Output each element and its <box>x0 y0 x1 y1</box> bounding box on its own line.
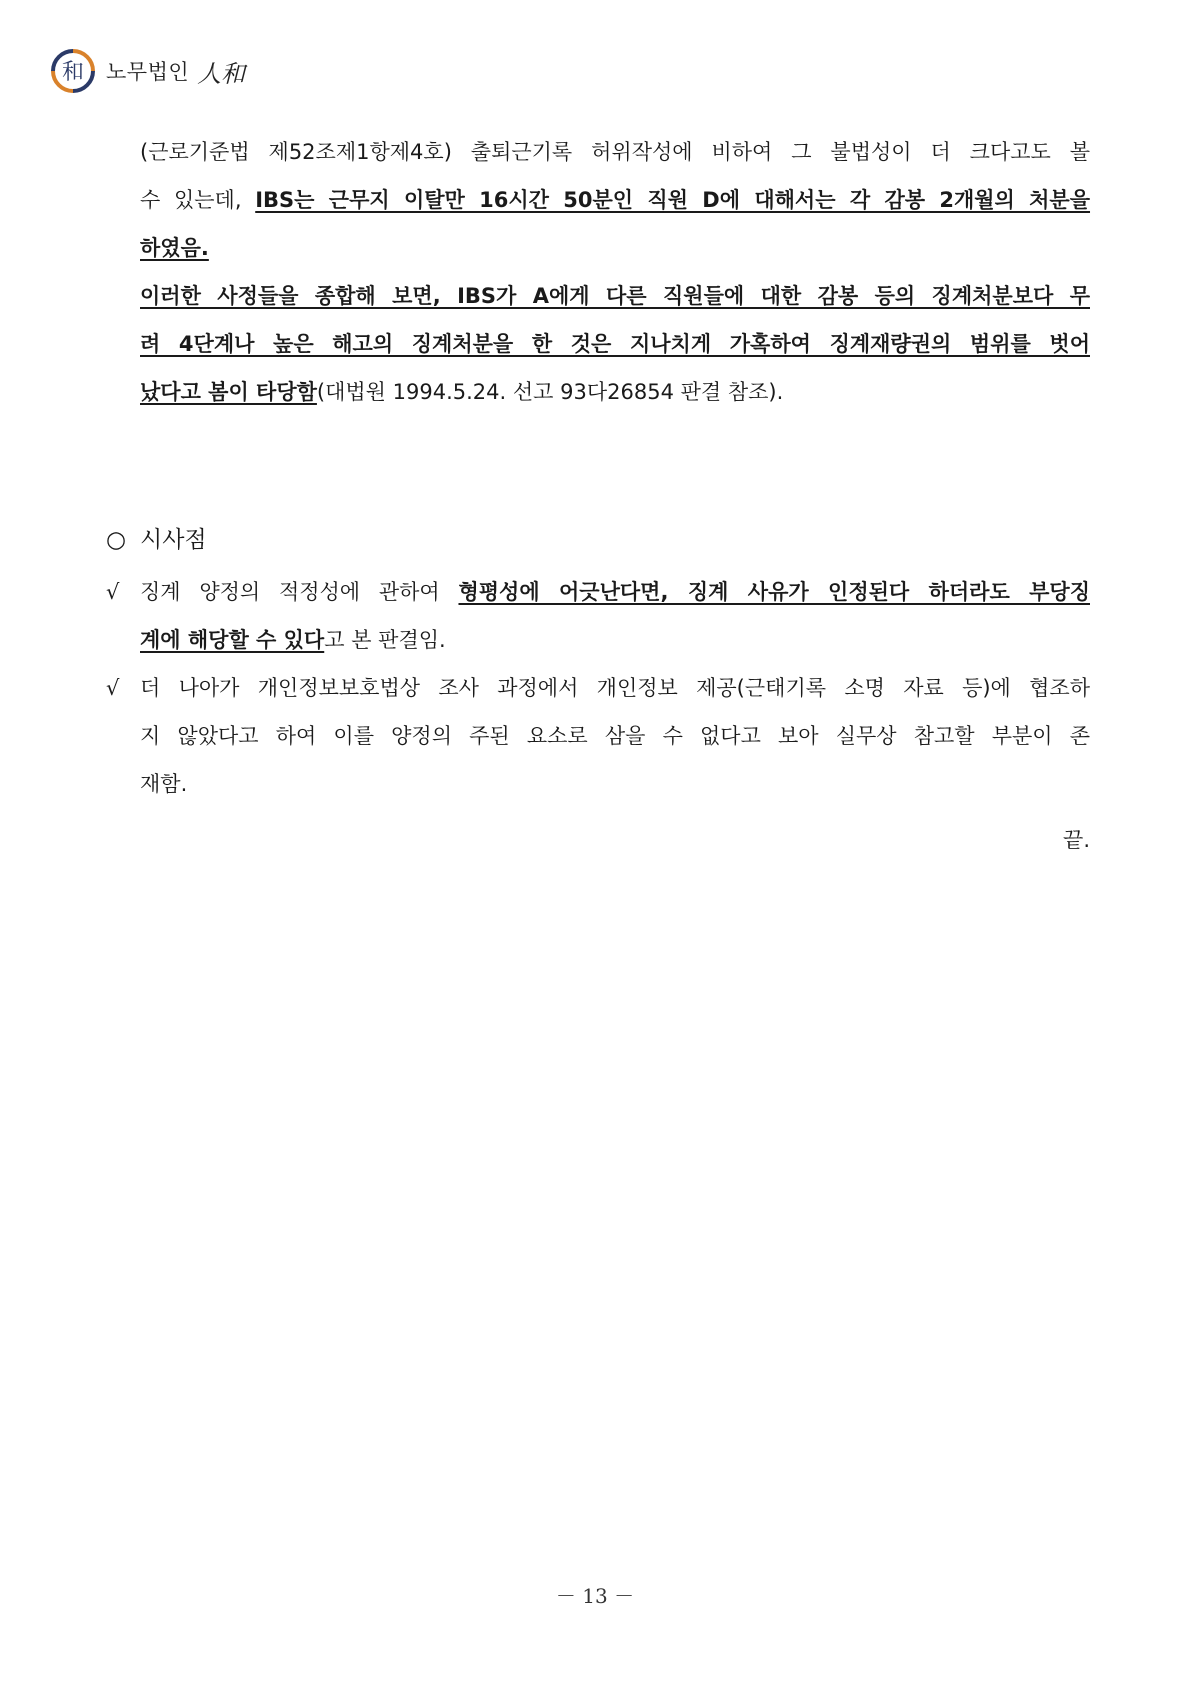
emphasis-text: IBS는 근무지 이탈만 16시간 50분인 직원 D에 대해서는 각 감봉 2개월의 처분을 <box>255 188 1091 212</box>
emphasis-text: 형평성에 어긋난다면, 징계 사유가 인정된다 하더라도 부당징 <box>458 580 1090 604</box>
text-segment: 지 않았다고 하여 이를 양정의 주된 요소로 삼을 수 없다고 보아 실무상 참고할 부분이 존 <box>140 724 1090 748</box>
section-title: 시사점 <box>140 527 207 553</box>
paragraph-line <box>140 664 1090 712</box>
check-bullet-icon: √ <box>106 676 120 700</box>
text-segment: (근로기준법 제52조제1항제4호) 출퇴근기록 허위작성에 비하여 그 불법성이 더 크다고도 볼 <box>140 140 1090 164</box>
emphasis-text: 이러한 사정들을 종합해 보면, IBS가 A에게 다른 직원들에 대한 감봉 등의 징계처분보다 무 <box>140 284 1090 308</box>
emphasis-text: 계에 해당할 수 있다 <box>140 628 325 652</box>
firm-logo <box>50 48 96 94</box>
firm-logo-icon <box>50 48 96 94</box>
section-heading <box>106 520 207 560</box>
list-item <box>106 664 1090 808</box>
end-mark: 끝. <box>1063 828 1090 852</box>
logo-glyph: 和 <box>61 60 85 85</box>
paragraph-line <box>140 176 1090 224</box>
text-segment: 징계 양정의 적정성에 관하여 <box>140 580 459 604</box>
paragraph-line <box>140 128 1090 176</box>
page-number: － 13 － <box>555 1584 635 1608</box>
firm-hanja: 人和 <box>197 59 246 88</box>
emphasis-text: 하였음. <box>140 236 209 260</box>
text-segment: 더 나아가 개인정보보호법상 조사 과정에서 개인정보 제공(근태기록 소명 자료 등)에 협조하 <box>140 676 1090 700</box>
list-item <box>106 568 1090 664</box>
text-segment: 재함. <box>140 772 188 796</box>
paragraph-line <box>140 224 1090 272</box>
paragraph-line <box>140 320 1090 368</box>
text-segment: 고 본 판결임. <box>324 628 446 652</box>
paragraph-line <box>140 368 1090 416</box>
citation-text: (대법원 1994.5.24. 선고 93다26854 판결 참조). <box>316 380 784 404</box>
circle-bullet-icon: ○ <box>106 527 127 553</box>
paragraph-line <box>140 568 1090 616</box>
text-segment: 수 있는데, <box>140 188 256 212</box>
firm-name: 노무법인 <box>106 60 190 84</box>
paragraph-line <box>140 760 1090 808</box>
implication-list <box>106 568 1090 808</box>
paragraph-line <box>140 616 1090 664</box>
page-header <box>50 48 245 94</box>
paragraph-line <box>140 712 1090 760</box>
emphasis-text: 려 4단계나 높은 해고의 징계처분을 한 것은 지나치게 가혹하여 징계재량권의 범위를 벗어 <box>140 332 1090 356</box>
check-bullet-icon: √ <box>106 580 120 604</box>
paragraph-1 <box>140 128 1090 416</box>
paragraph-line <box>140 272 1090 320</box>
emphasis-text: 났다고 봄이 타당함 <box>140 380 317 404</box>
